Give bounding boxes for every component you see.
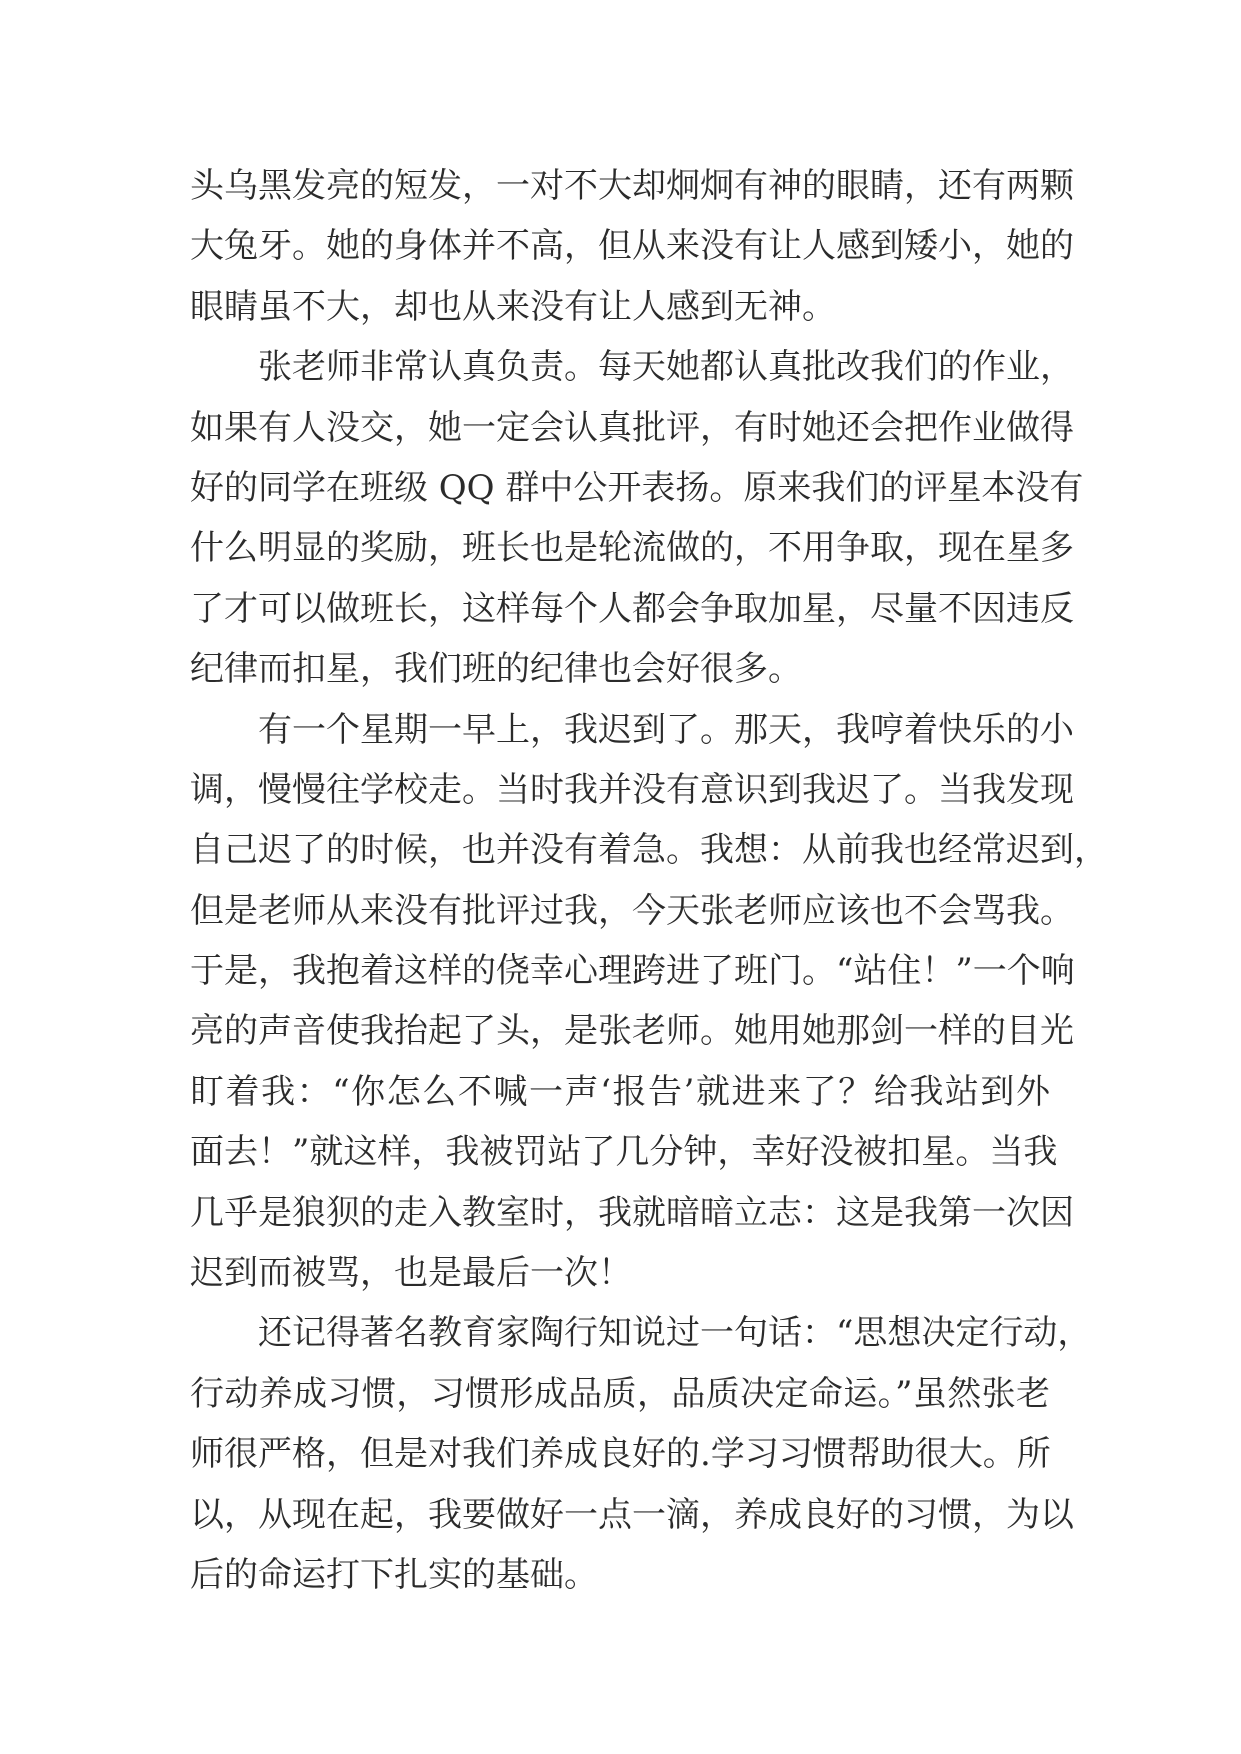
text-line: 调，慢慢往学校走。当时我并没有意识到我迟了。当我发现 (190, 769, 1074, 810)
text-line: 面去！”就这样，我被罚站了几分钟，幸好没被扣星。当我 (190, 1132, 1058, 1173)
text-line: 几乎是狼狈的走入教室时，我就暗暗立志：这是我第一次因 (190, 1192, 1074, 1233)
text-line: 大兔牙。她的身体并不高，但从来没有让人感到矮小，她的 (190, 226, 1074, 267)
text-line: 纪律而扣星，我们班的纪律也会好很多。 (190, 649, 802, 690)
document-body (190, 156, 1108, 1605)
paragraph-first-line: 有一个星期一早上，我迟到了。那天，我哼着快乐的小 (258, 709, 1074, 750)
text-line: 后的命运打下扎实的基础。 (190, 1554, 598, 1595)
text-line: 亮的声音使我抬起了头，是张老师。她用她那剑一样的目光 (190, 1011, 1074, 1052)
paragraph-first-line: 张老师非常认真负责。每天她都认真批改我们的作业， (258, 347, 1074, 388)
text-line: 了才可以做班长，这样每个人都会争取加星，尽量不因违反 (190, 588, 1074, 629)
paragraph-first-line: 还记得著名教育家陶行知说过一句话：“思想决定行动， (258, 1313, 1092, 1354)
text-line: 头乌黑发亮的短发，一对不大却炯炯有神的眼睛，还有两颗 (190, 166, 1074, 206)
text-line: 眼睛虽不大，却也从来没有让人感到无神。 (190, 286, 836, 327)
text-line: 于是，我抱着这样的侥幸心理跨进了班门。“站住！”一个响 (190, 951, 1075, 992)
text-line: 师很严格，但是对我们养成良好的.学习习惯帮助很大。所 (190, 1434, 1051, 1475)
text-line: 什么明显的奖励，班长也是轮流做的，不用争取，现在星多 (190, 528, 1074, 569)
text-line: 盯着我：“你怎么不喊一声‘报告’就进来了？给我站到外 (190, 1071, 1050, 1112)
text-line: 但是老师从来没有批评过我，今天张老师应该也不会骂我。 (190, 890, 1074, 931)
text-line: 行动养成习惯，习惯形成品质，品质决定命运。”虽然张老 (190, 1373, 1050, 1414)
text-line: 自己迟了的时候，也并没有着急。我想：从前我也经常迟到， (190, 830, 1108, 871)
text-line: 好的同学在班级 QQ 群中公开表扬。原来我们的评星本没有 (190, 467, 1084, 508)
text-line: 迟到而被骂，也是最后一次！ (190, 1253, 632, 1294)
text-line: 以，从现在起，我要做好一点一滴，养成良好的习惯，为以 (190, 1494, 1074, 1535)
text-line: 如果有人没交，她一定会认真批评，有时她还会把作业做得 (190, 407, 1074, 448)
